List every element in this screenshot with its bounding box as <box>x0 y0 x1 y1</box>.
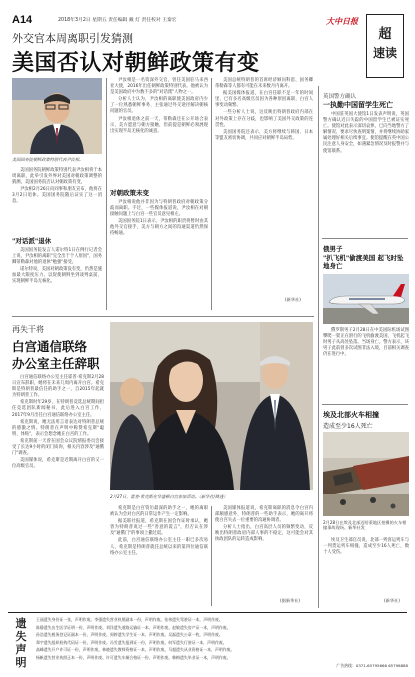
brand-box <box>322 10 406 80</box>
lead-byline: (新华社) <box>285 297 301 302</box>
paragraph: 美国国务院朝鲜政策特别代表尹汝相将于本周离职，此举引发外界对美国对朝政策调整的猜测。美国国务院否认对朝政策有变。 <box>12 168 102 186</box>
column-divider <box>106 78 107 310</box>
hicks-photo-image <box>110 322 313 490</box>
sidebar-item3-title: 埃及北部火车相撞 <box>323 411 379 419</box>
sidebar-item3-subtitle: 造成至少16人死亡 <box>323 423 373 430</box>
paragraph: 希克斯是白宫资历最深的助手之一，她的离职被认为会对白宫的日常运作产生一定影响。 <box>110 506 208 518</box>
second-col-1 <box>12 375 104 471</box>
hicks-photo <box>110 322 313 490</box>
paragraph: 分析人士认为，尹汝相的离职使美国政府内少了一位熟悉朝鲜事务、主张通过外交途径解决朝核问题的官员。 <box>110 97 208 115</box>
notice-line: 高峰遗失开户许可证一份，声明作废。林晓遗失教师资格证一本，声明作废。马超遗失从业资格证一本，声明作废。 <box>36 647 235 653</box>
second-col-3 <box>215 506 313 545</box>
sidebar-item2-title: "扒飞机"偷渡美国 起飞时坠地身亡 <box>323 254 404 270</box>
paragraph: 美国媒体报道说，希克斯离职的消息令白宫内部颇感意外，特朗普的一些助手表示，她的离开将使白宫失去一位重要的沟通协调者。 <box>215 506 313 524</box>
column-name-1: 超 <box>378 27 392 42</box>
notice-label-char: 明 <box>15 656 27 669</box>
page-label: A14 <box>12 14 33 26</box>
sidebar-divider-h <box>322 404 408 405</box>
subhead-retire: "对话派"退休 <box>12 237 52 245</box>
lead-intro <box>12 168 102 207</box>
subhead-policy: 对朝政策未变 <box>110 189 149 197</box>
notice-line: 广告热线：0371-65795666 65796888 <box>336 662 408 668</box>
sidebar-item2-kicker: 俄男子 <box>323 245 343 253</box>
paragraph: 分析人士指出，白宫高层人员的频繁变动，反映出特朗普政府内部人事的不稳定，这可能会对其执政团队的运转造成影响。 <box>215 525 313 543</box>
paragraph: 据美国媒体报道，在白宫任职不足一年的时间里，已有多名高级官员因为各种原因离职，白宫人事变动频繁。 <box>215 91 313 109</box>
lead-section-1 <box>12 248 102 287</box>
sidebar-item1-title: 一执勤中国留学生死亡 <box>323 101 393 109</box>
plane-photo <box>323 274 409 324</box>
paragraph: 诺尔特说，美国对朝政策没有变，仍然是施加最大限度压力，以促使朝鲜坐到谈判桌前，实现朝鲜半岛无核化。 <box>12 267 102 285</box>
column-divider <box>211 78 212 310</box>
paragraph: 尹汝相2月26日向同事和朋友宣布，他将在3月2日退休。美国国务院随后证实了这一消息。 <box>12 187 102 205</box>
sidebar-item3-caption: 2月28日在埃及北部迈哈莱地区拍摄的火车相撞事故现场。新华社发 <box>323 520 407 531</box>
sidebar-item3-byline: (新华社) <box>384 598 400 603</box>
notice-label <box>10 617 32 669</box>
notice-label-char: 声 <box>15 643 27 656</box>
column-name-2: 速读 <box>372 46 397 60</box>
second-kicker: 再失干将 <box>12 325 44 334</box>
portrait-caption: 美国国务院朝鲜政策特别代表尹汝相。 <box>12 157 84 162</box>
column-divider <box>211 506 212 606</box>
section-title: 外交官本周离职引发猜测 <box>12 32 133 45</box>
notice-line: 杨帆遗失营业执照正本一份，声明作废。许可遗失车辆合格证一份，声明作废。韩梅遗失毕业证一本，声明作废。 <box>36 654 231 660</box>
second-title-2: 办公室主任辞职 <box>12 356 100 371</box>
paragraph: 美国国务院还表示，美方将继续与韩国、日本等盟友密切协调，共同应对朝鲜半岛局势。 <box>215 129 313 141</box>
paragraph: 白宫通信联络办公室主任霍普·希克斯2月28日宣布辞职，她将在未来几周内离开白宫。希克斯是特朗普最信任的助手之一，自2015年起就为特朗普工作。 <box>12 375 104 399</box>
train-photo-image <box>323 432 409 516</box>
portrait-photo <box>12 78 102 154</box>
sidebar-item2-text <box>323 328 409 359</box>
sidebar-divider <box>318 86 319 608</box>
main-title: 美国否认对朝鲜政策有变 <box>12 51 260 76</box>
paragraph: 希克斯时年29岁，在特朗普竞选总统期间担任竞选团队新闻秘书，此后进入白宫工作，2017年9月出任白宫通信联络办公室主任。 <box>12 400 104 418</box>
train-photo <box>323 432 409 516</box>
portrait-photo-image <box>12 78 102 154</box>
notice-line: 郑宇遗失组织机构代码证一份，声明作废。冯雪遗失报到证一份，声明作废。何军遗失行驶证一本，声明作废。 <box>36 639 227 645</box>
sidebar-item1-kicker: 英国警方确认 <box>323 94 357 100</box>
paragraph: 美国总统特朗普的首席经济顾问科恩、国务卿蒂勒森等人都有可能在未来数月内离开。 <box>215 78 313 90</box>
paragraph: 中国驻英国大使馆1日发表声明说，英国警方确认近日失踪的中国留学生已被证实死亡。使馆对此表示深切哀悼，已向当地警方了解情况，要求尽快查明案情，并将继续协助家属处理好相关后续事宜。使馆提醒在英中国公民注意人身安全，如遇紧急情况及时报警并与使馆联系。 <box>323 112 409 154</box>
paragraph: 埃及卫生部官员说，北部一列客运列车与一列货运列车相撞，造成至少16人死亡，数十人受伤。 <box>323 538 409 556</box>
date-line: 2018年3月2日 星期五 责任编辑 戴 灯 责任校对 王秦宏 <box>58 18 177 23</box>
paragraph: 美国媒体说，希克斯是近期离开白宫的又一位高级官员。 <box>12 458 104 470</box>
notice-lines <box>36 616 408 669</box>
notice-label-char: 遗 <box>15 617 27 630</box>
plane-photo-image <box>323 274 409 324</box>
notice-divider <box>8 612 407 613</box>
sidebar-item1-text <box>323 112 409 156</box>
notice-label-char: 失 <box>15 630 27 643</box>
second-byline: (据新华社) <box>280 598 301 603</box>
notice-line: 孙浩遗失税务登记证副本一份，声明作废。周婷遗失学生证一本，声明作废。吴磊遗失公章一枚，声明作废。 <box>36 632 223 638</box>
notice-line: 陈静遗失出生医学证明一份，声明作废。刘洋遗失道路运输证一本，声明作废。赵敏遗失房产证一本，声明作废。 <box>36 624 231 630</box>
brand-logo: 大中日报 <box>326 16 358 26</box>
story-divider <box>12 316 314 317</box>
paragraph: 希克斯前一天曾在国会众议院情报委员会接受了长达9小时的闭门质询，相关内容涉及"通俄门"调查。 <box>12 438 104 457</box>
column-box <box>366 14 404 78</box>
second-col-2 <box>110 506 208 558</box>
paragraph: 美国国务院1日表示，尹汝相的职责将暂时由其他外交官接手，美方与朝方之间的沟通渠道仍然保持畅通。 <box>110 219 208 237</box>
notice-line: 王丽遗失身份证一张，声明作废。李强遗失营业执照副本一份，声明作废。张伟遗失驾驶证一本，声明作废。 <box>36 617 223 622</box>
paragraph: 据美联社报道，希克斯在国会作证时承认，她曾为特朗普说过一些"善意的谎言"，但否认在涉及"通俄门"的事项上撒过谎。 <box>110 519 208 537</box>
sidebar-item3-text <box>323 538 409 557</box>
hicks-caption: 2月27日，霍普·希克斯在华盛顿白宫参加活动。（新华社/路透） <box>110 494 228 499</box>
second-title-1: 白宫通信联络 <box>12 339 88 354</box>
lead-col-3 <box>215 78 313 143</box>
paragraph: 美国国务院发言人诺尔特1日在例行记者会上说，尹汝相的离职"完全出于个人原因"，国务卿蒂勒森对他的退休"勉强"接受。 <box>12 248 102 266</box>
paragraph: 此前，白宫通信联络办公室主任一职已多次易人，希克斯是特朗普就任总统以来的第四位通信联络办公室主任。 <box>110 538 208 556</box>
lead-col-2b <box>110 200 208 239</box>
paragraph: 一些分析人士说，这反映出特朗普政府内部在对外政策上存在分歧，也影响了美国外交政策的连贯性。 <box>215 110 313 128</box>
paragraph: 尹汝相是一名资深外交官，曾任美国驻马来西亚大使，2016年出任朝鲜政策特别代表。他被认为是美国政府中为数不多的"对话派"人物之一。 <box>110 78 208 96</box>
paragraph: 俄罗斯男子2月28日在中美国际机场试图攀爬一架正在滑行的飞机偷渡美国，飞机起飞时男子从高处坠落，当场身亡。警方表示，该男子此前曾多次试图非法入境，目前相关调查仍在进行中。 <box>323 328 409 358</box>
paragraph: 尹汝相退休之前一天，蒂勒森还在公开场合表示，美方愿意与朝方接触，但前提是朝鲜必须展现出实现半岛无核化的诚意。 <box>110 116 208 134</box>
lead-col-2 <box>110 78 208 136</box>
paragraph: 尹汝相说他并非因为与特朗普政府对朝政策分歧而离职。不过，一些媒体报道说，尹汝相在对朝接触问题上与白宫一些官员意见相左。 <box>110 200 208 218</box>
paragraph: 希克斯说，她无法用言语表达对特朗普总统的感激之情。特朗普在声明中称赞希克斯"聪明、体贴"，表示会想念她在白宫的工作。 <box>12 419 104 437</box>
sidebar-divider-h <box>322 238 408 239</box>
